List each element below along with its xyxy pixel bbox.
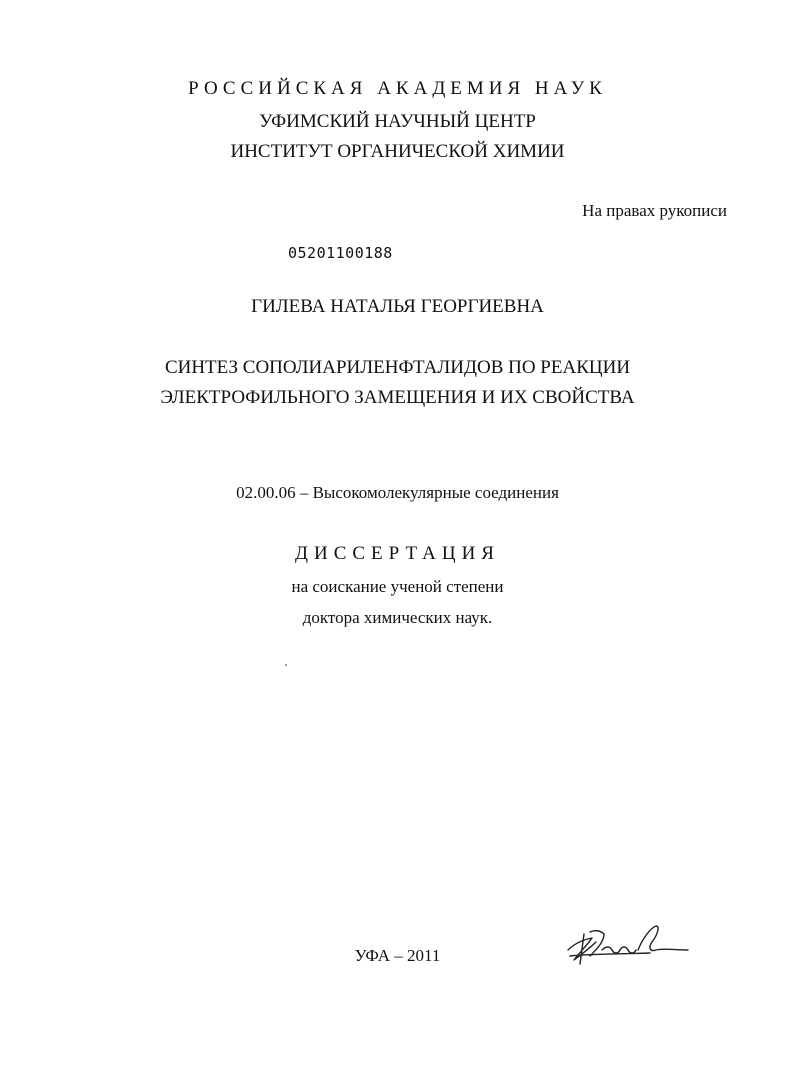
scientific-center-name: УФИМСКИЙ НАУЧНЫЙ ЦЕНТР bbox=[259, 111, 536, 132]
dissertation-label: ДИССЕРТАЦИЯ bbox=[295, 543, 500, 564]
rights-note: На правах рукописи bbox=[582, 201, 727, 220]
academy-name: РОССИЙСКАЯ АКАДЕМИЯ НАУК bbox=[188, 78, 607, 99]
institute-name: ИНСТИТУТ ОРГАНИЧЕСКОЙ ХИМИИ bbox=[230, 141, 565, 162]
city-year: УФА – 2011 bbox=[354, 946, 441, 965]
speck-mark bbox=[285, 664, 287, 666]
registration-number: 05201100188 bbox=[288, 244, 393, 262]
author-name: ГИЛЕВА НАТАЛЬЯ ГЕОРГИЕВНА bbox=[251, 296, 544, 317]
specialty-code: 02.00.06 – Высокомолекулярные соединения bbox=[236, 483, 559, 502]
thesis-title-line-2: ЭЛЕКТРОФИЛЬНОГО ЗАМЕЩЕНИЯ И ИХ СВОЙСТВА bbox=[160, 387, 635, 408]
thesis-title-line-1: СИНТЕЗ СОПОЛИАРИЛЕНФТАЛИДОВ ПО РЕАКЦИИ bbox=[164, 357, 631, 378]
degree-line-2: доктора химических наук. bbox=[302, 608, 493, 627]
degree-line-1: на соискание ученой степени bbox=[291, 577, 504, 596]
handwritten-signature-icon bbox=[560, 920, 700, 980]
